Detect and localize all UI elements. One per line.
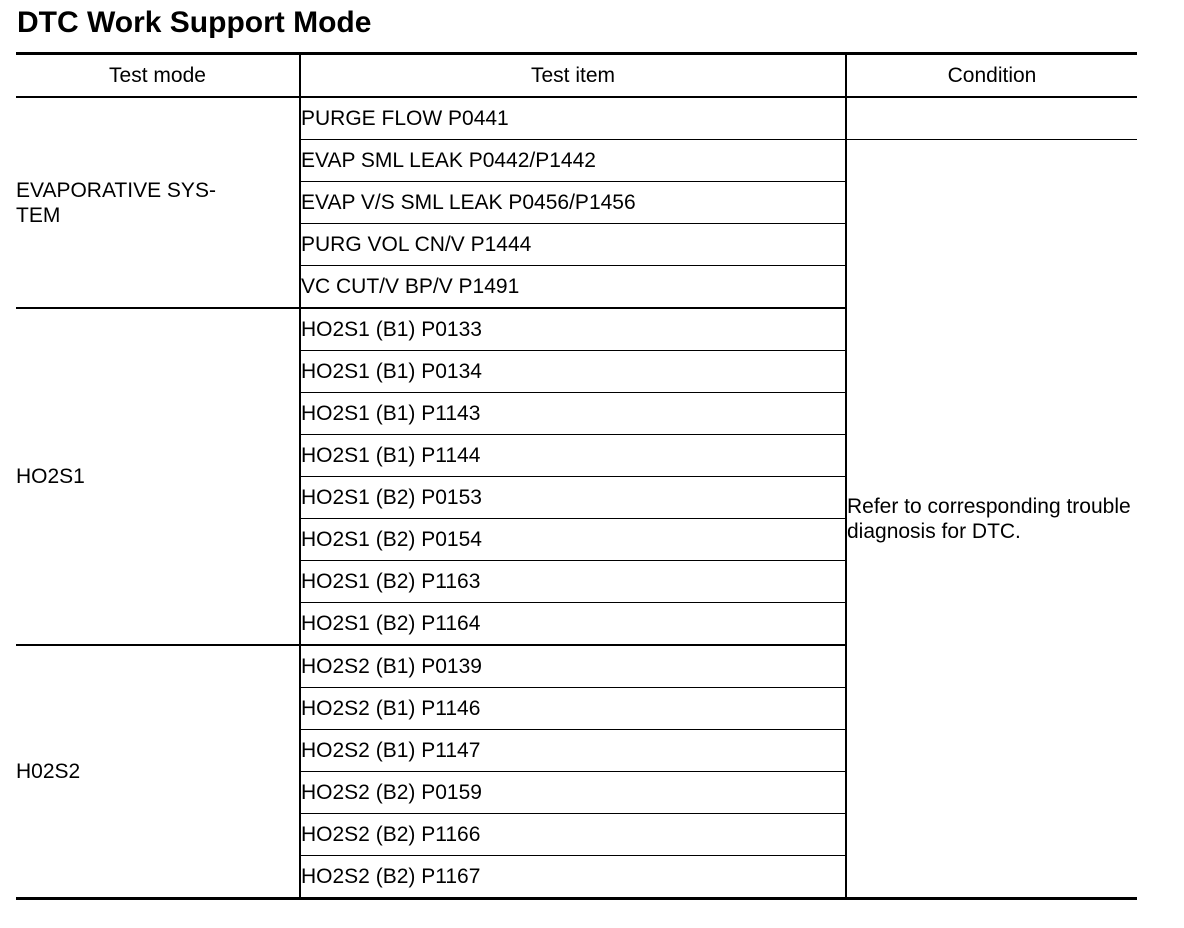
test-item-cell: HO2S1 (B2) P1163: [300, 561, 846, 603]
test-item-cell: EVAP V/S SML LEAK P0456/P1456: [300, 182, 846, 224]
test-mode-label: HO2S1: [16, 465, 85, 488]
test-item-cell: HO2S2 (B2) P0159: [300, 772, 846, 814]
test-item-cell: EVAP SML LEAK P0442/P1442: [300, 140, 846, 182]
test-item-cell: HO2S1 (B2) P0154: [300, 519, 846, 561]
test-item-cell: PURGE FLOW P0441: [300, 97, 846, 140]
test-mode-label: H02S2: [16, 760, 81, 783]
condition-cell-purge-flow: [846, 97, 1137, 140]
header-condition: Condition: [846, 54, 1137, 98]
header-test-item: Test item: [300, 54, 846, 98]
test-item-cell: VC CUT/V BP/V P1491: [300, 266, 846, 309]
test-item-cell: HO2S2 (B1) P1147: [300, 730, 846, 772]
test-item-cell: HO2S1 (B1) P0133: [300, 308, 846, 351]
test-item-cell: PURG VOL CN/V P1444: [300, 224, 846, 266]
test-item-cell: HO2S1 (B2) P1164: [300, 603, 846, 646]
header-test-mode: Test mode: [16, 54, 300, 98]
test-mode-label: EVAPORATIVE SYS- TEM: [16, 178, 216, 227]
test-item-cell: HO2S1 (B1) P1143: [300, 393, 846, 435]
test-mode-cell: [16, 97, 300, 308]
condition-cell: Refer to corresponding trouble diagnosis for DTC.: [847, 494, 1131, 543]
test-item-cell: HO2S2 (B1) P0139: [300, 645, 846, 688]
table-body: [16, 97, 1137, 899]
test-mode-cell: [16, 645, 300, 899]
table-row: [16, 97, 1137, 140]
test-item-cell: HO2S1 (B1) P1144: [300, 435, 846, 477]
dtc-work-support-table: [16, 52, 1137, 900]
test-item-cell: HO2S2 (B2) P1166: [300, 814, 846, 856]
header-row: [16, 54, 1137, 98]
test-item-cell: HO2S2 (B2) P1167: [300, 856, 846, 899]
test-mode-cell: [16, 308, 300, 645]
page-title: DTC Work Support Mode: [17, 6, 372, 39]
test-item-cell: HO2S1 (B2) P0153: [300, 477, 846, 519]
test-item-cell: HO2S1 (B1) P0134: [300, 351, 846, 393]
test-item-cell: HO2S2 (B1) P1146: [300, 688, 846, 730]
